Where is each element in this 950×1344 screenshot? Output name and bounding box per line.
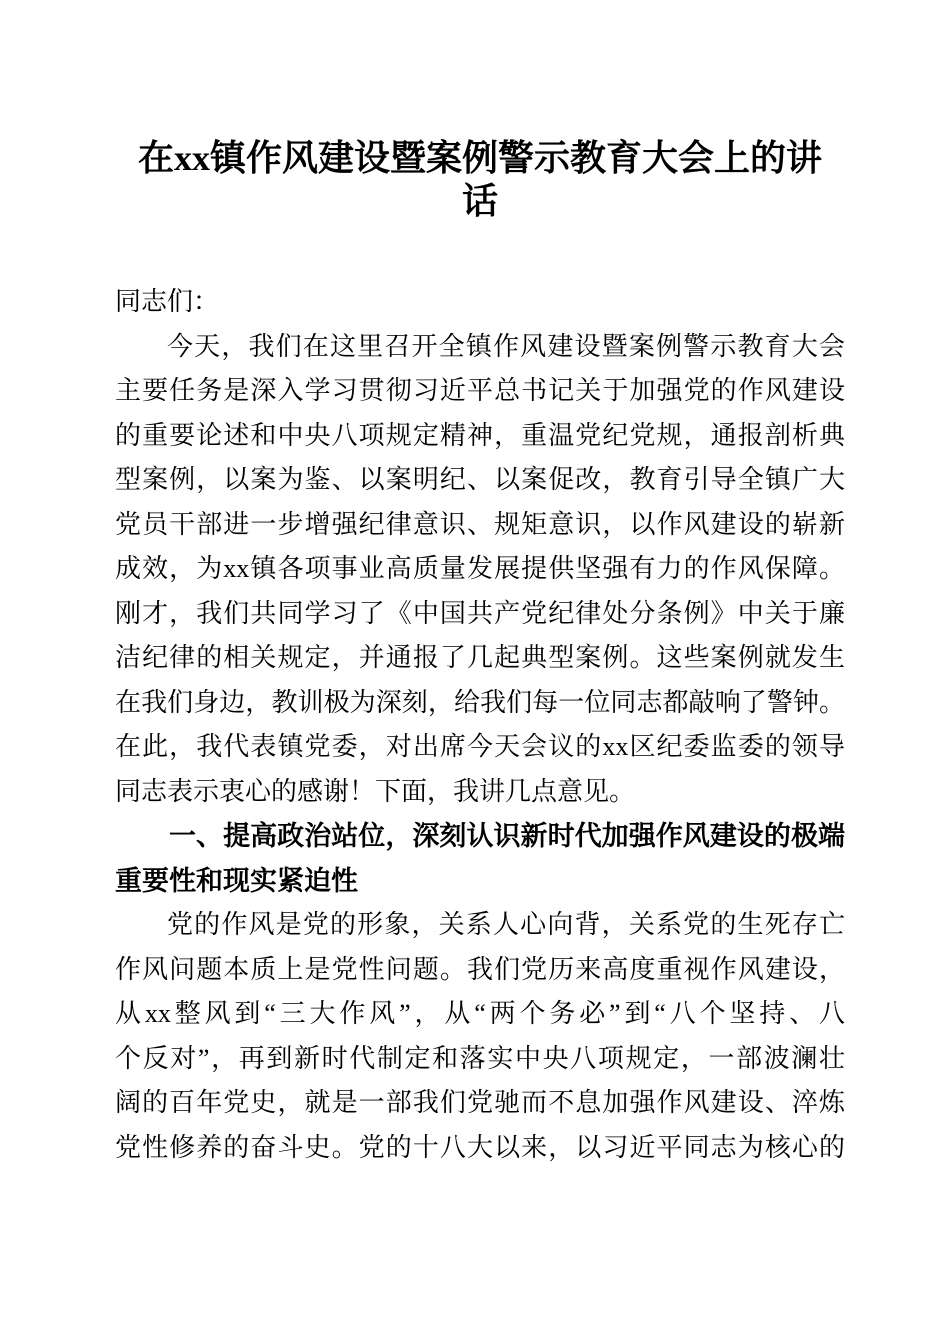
text-line: 的重要论述和中央八项规定精神，重温党纪党规，通报剖析典 xyxy=(115,420,845,450)
text-line: 党员干部进一步增强纪律意识、规矩意识，以作风建设的崭新 xyxy=(115,509,845,539)
text-line: 洁纪律的相关规定，并通报了几起典型案例。这些案例就发生 xyxy=(115,643,845,672)
text-line: 成效，为xx镇各项事业高质量发展提供坚强有力的作风保障。 xyxy=(115,554,845,583)
document-text-area xyxy=(115,137,845,1170)
text-line: 党性修养的奋斗史。党的十八大以来，以习近平同志为核心的 xyxy=(115,1132,845,1162)
section-heading-line: 一、提高政治站位，深刻认识新时代加强作风建设的极端 xyxy=(169,821,845,851)
document-title xyxy=(115,137,845,223)
salutation-line: 同志们： xyxy=(115,287,220,316)
text-line: 主要任务是深入学习贯彻习近平总书记关于加强党的作风建设 xyxy=(115,376,845,405)
text-line: 阔的百年党史，就是一部我们党驰而不息加强作风建设、淬炼 xyxy=(115,1088,845,1117)
document-title-line: 话 xyxy=(461,181,498,221)
text-line: 作风问题本质上是党性问题。我们党历来高度重视作风建设， xyxy=(115,954,845,984)
text-line: 党的作风是党的形象，关系人心向背，关系党的生死存亡 xyxy=(167,910,845,939)
document-body xyxy=(115,280,845,1170)
text-line: 刚才，我们共同学习了《中国共产党纪律处分条例》中关于廉 xyxy=(115,598,845,628)
text-line: 在我们身边，教训极为深刻，给我们每一位同志都敲响了警钟。 xyxy=(115,687,845,717)
text-line: 型案例，以案为鉴、以案明纪、以案促改，教育引导全镇广大 xyxy=(115,465,845,494)
document-title-line: 在xx镇作风建设暨案例警示教育大会上的讲 xyxy=(137,138,822,178)
section-heading-line: 重要性和现实紧迫性 xyxy=(115,865,358,896)
text-line: 同志表示衷心的感谢！下面，我讲几点意见。 xyxy=(115,776,636,806)
text-line: 在此，我代表镇党委，对出席今天会议的xx区纪委监委的领导 xyxy=(115,732,845,761)
text-line: 从xx整风到“三大作风”，从“两个务必”到“八个坚持、八 xyxy=(115,999,845,1028)
text-line: 今天，我们在这里召开全镇作风建设暨案例警示教育大会 xyxy=(167,331,845,361)
text-line: 个反对”，再到新时代制定和落实中央八项规定，一部波澜壮 xyxy=(115,1043,845,1073)
